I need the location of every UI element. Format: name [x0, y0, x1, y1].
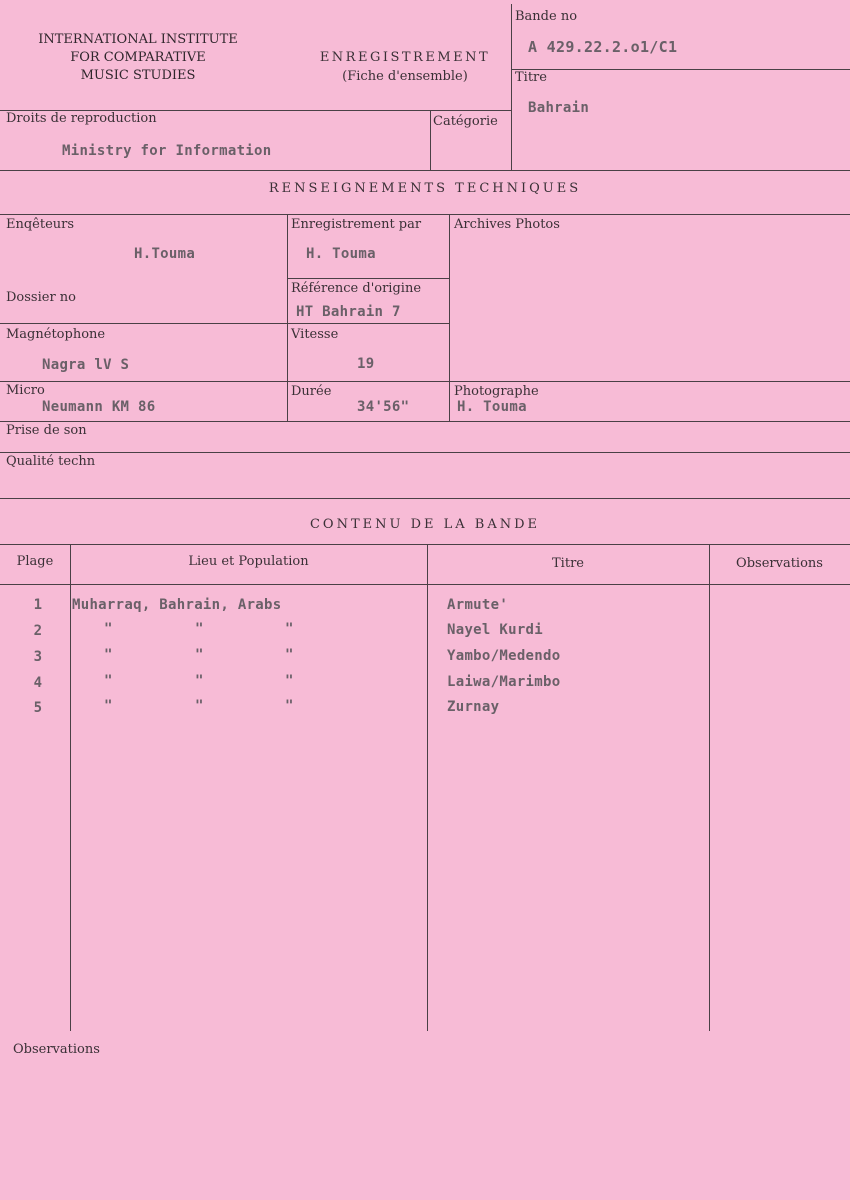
micro-label: Micro — [6, 383, 45, 398]
track-title: Nayel Kurdi — [447, 622, 544, 638]
ditto-mark: " — [104, 647, 113, 663]
ditto-mark: " — [104, 621, 113, 637]
ditto-mark: " — [285, 673, 294, 689]
archives-photos-label: Archives Photos — [454, 217, 560, 232]
rule — [427, 544, 428, 1031]
institute-name — [8, 31, 268, 85]
rule — [0, 381, 850, 382]
ditto-mark: " — [285, 621, 294, 637]
rule — [287, 214, 288, 422]
ditto-mark: " — [195, 698, 204, 714]
ditto-mark: " — [195, 647, 204, 663]
bande-value: A 429.22.2.o1/C1 — [528, 38, 678, 56]
ditto-mark: " — [104, 698, 113, 714]
titre-value: Bahrain — [528, 100, 590, 116]
plage-number: 2 — [33, 623, 43, 639]
plage-number: 5 — [33, 700, 43, 716]
reference-origine-label: Référence d'origine — [291, 281, 422, 296]
ditto-mark: " — [285, 698, 294, 714]
photographe-value: H. Touma — [457, 399, 527, 415]
bande-label: Bande no — [515, 9, 578, 24]
rule — [0, 498, 850, 499]
titre-label: Titre — [515, 70, 547, 85]
enqueteurs-label: Enqêteurs — [6, 217, 75, 232]
ditto-mark: " — [195, 673, 204, 689]
track-title: Yambo/Medendo — [447, 648, 561, 664]
plage-number: 3 — [33, 649, 43, 665]
column-header-titre: Titre — [552, 556, 584, 571]
institute-line: INTERNATIONAL INSTITUTE — [38, 32, 238, 47]
rule — [0, 323, 450, 324]
vitesse-value: 19 — [357, 356, 375, 372]
observations-label: Observations — [13, 1042, 100, 1057]
duree-label: Durée — [291, 384, 332, 399]
rule — [0, 214, 850, 215]
enqueteurs-value: H.Touma — [134, 246, 196, 262]
rule — [70, 544, 71, 1031]
rule — [287, 278, 449, 279]
column-header-observations: Observations — [736, 556, 823, 571]
rule — [0, 544, 850, 545]
magnetophone-value: Nagra lV S — [42, 357, 130, 373]
rule — [0, 170, 850, 171]
ditto-mark: " — [104, 673, 113, 689]
rule — [0, 421, 850, 422]
duree-value: 34'56" — [357, 399, 410, 415]
enregistrement-par-label: Enregistrement par — [291, 217, 422, 232]
plage-number: 4 — [33, 675, 43, 691]
micro-value: Neumann KM 86 — [42, 399, 156, 415]
track-title: Armute' — [447, 597, 509, 613]
dossier-label: Dossier no — [6, 290, 76, 305]
droits-label: Droits de reproduction — [6, 111, 157, 126]
plage-number: 1 — [33, 597, 43, 613]
rule — [512, 69, 850, 70]
form-title: ENREGISTREMENT — [319, 50, 491, 65]
categorie-label: Catégorie — [433, 114, 498, 129]
reference-origine-value: HT Bahrain 7 — [296, 304, 401, 320]
column-header-lieu: Lieu et Population — [188, 554, 309, 569]
ditto-mark: " — [285, 647, 294, 663]
track-title: Zurnay — [447, 699, 500, 715]
enregistrement-par-value: H. Touma — [306, 246, 376, 262]
tech-heading: RENSEIGNEMENTS TECHNIQUES — [268, 181, 582, 196]
rule — [430, 110, 431, 170]
form-subtitle: (Fiche d'ensemble) — [342, 69, 468, 84]
column-header-plage: Plage — [16, 554, 54, 569]
qualite-techn-label: Qualité techn — [6, 454, 96, 469]
droits-value: Ministry for Information — [62, 143, 272, 159]
rule — [0, 584, 850, 585]
rule — [0, 452, 850, 453]
photographe-label: Photographe — [454, 384, 539, 399]
contenu-heading: CONTENU DE LA BANDE — [309, 517, 541, 532]
lieu-population: Muharraq, Bahrain, Arabs — [72, 597, 282, 613]
rule — [709, 544, 710, 1031]
ditto-mark: " — [195, 621, 204, 637]
magnetophone-label: Magnétophone — [6, 327, 106, 342]
vitesse-label: Vitesse — [291, 327, 339, 342]
institute-line: FOR COMPARATIVE — [70, 50, 206, 65]
rule — [511, 4, 512, 171]
prise-de-son-label: Prise de son — [6, 423, 87, 438]
institute-line: MUSIC STUDIES — [80, 68, 196, 83]
rule — [449, 214, 450, 422]
track-title: Laiwa/Marimbo — [447, 674, 561, 690]
